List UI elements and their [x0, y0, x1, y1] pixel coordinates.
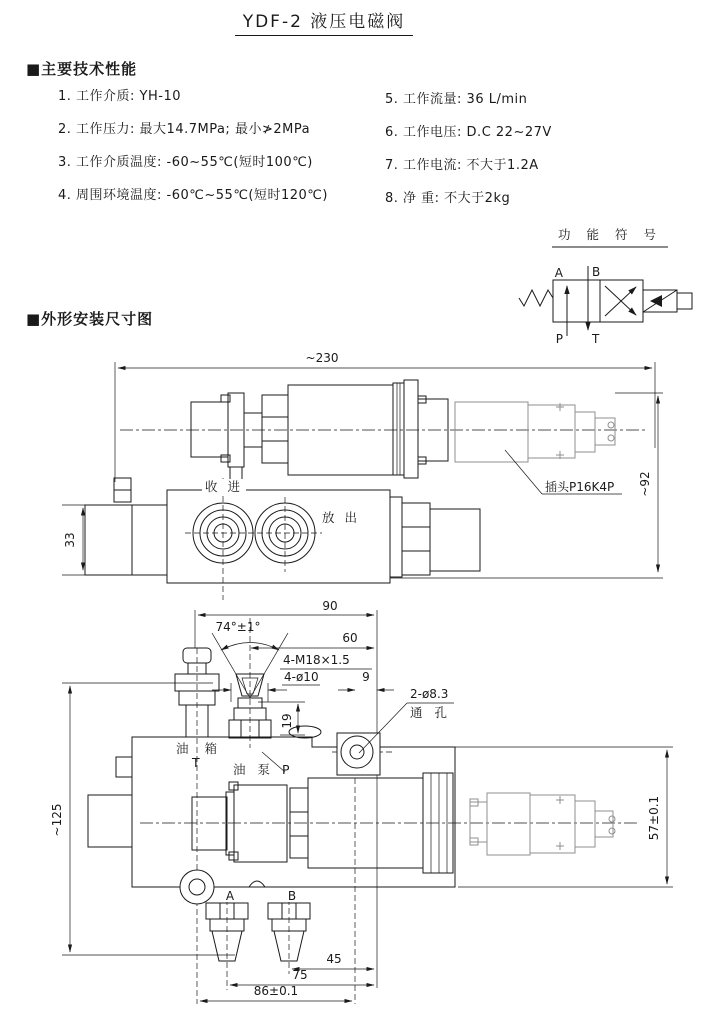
spec-item-8: 8. 净 重: 不大于2kg [385, 191, 511, 206]
port-b-label: B [287, 889, 297, 903]
symbol-port-t: T [592, 332, 600, 346]
outlet-label: 放 出 [322, 510, 360, 525]
title-wrap [0, 7, 648, 36]
spec-item-7: 7. 工作电流: 不大于1.2A [385, 158, 539, 173]
hole-callout-line1: 2-ø8.3 [410, 687, 449, 701]
function-symbol-diagram [505, 215, 705, 347]
pump-label: 油 泵 P [233, 762, 294, 777]
symbol-port-p: P [555, 332, 563, 346]
spec-item-5: 5. 工作流量: 36 L/min [385, 92, 528, 107]
dimension-drawings [0, 340, 705, 1013]
spec-item-2: 2. 工作压力: 最大14.7MPa; 最小≯2MPa [58, 122, 311, 137]
page-title: YDF-2 液压电磁阀 [235, 7, 414, 36]
plug-label: 插头P16K4P [545, 480, 615, 494]
dim-57: 57±0.1 [647, 795, 661, 841]
dim-125: ~125 [50, 803, 64, 837]
inlet-label: 收 进 [205, 479, 243, 494]
valve-symbol [519, 266, 692, 336]
spec-item-4: 4. 周围环境温度: -60℃~55℃(短时120℃) [58, 188, 328, 203]
dim-90: 90 [322, 599, 338, 613]
spec-item-1: 1. 工作介质: YH-10 [58, 89, 181, 104]
tank-label: 油 箱 [176, 741, 223, 756]
port-a-label: A [225, 889, 235, 903]
solenoid-symbol [643, 290, 692, 312]
dim-9: 9 [362, 670, 370, 684]
stud-label: 4-ø10 [284, 670, 319, 684]
spring-symbol [519, 290, 553, 306]
spec-item-3: 3. 工作介质温度: -60~55℃(短时100℃) [58, 155, 313, 170]
symbol-port-a: A [554, 266, 563, 280]
solenoid-top [470, 793, 615, 855]
dim-19: 19 [280, 713, 294, 729]
top-view-drawing [50, 599, 673, 1004]
spec-item-6: 6. 工作电压: D.C 22~27V [385, 125, 552, 140]
tank-port-label: T [192, 755, 200, 770]
dim-86: 86±0.1 [253, 984, 299, 998]
dim-height-92: ~92 [638, 471, 652, 497]
dim-angle: 74°±1° [215, 620, 261, 634]
outline-heading: ■外形安装尺寸图 [26, 310, 154, 328]
thread-label: 4-M18×1.5 [283, 653, 350, 667]
symbol-port-b: B [592, 265, 601, 279]
function-symbol-title: 功 能 符 号 [558, 227, 662, 242]
specs-heading: ■主要技术性能 [26, 60, 138, 78]
dim-45: 45 [326, 952, 342, 966]
dim-width-230: ~230 [305, 351, 339, 365]
dim-75: 75 [292, 968, 308, 982]
solenoid-side [455, 402, 615, 462]
hole-callout-line2: 通 孔 [410, 705, 451, 720]
dim-60: 60 [342, 631, 358, 645]
side-view-drawing [62, 351, 663, 600]
dim-block-33: 33 [63, 532, 77, 548]
